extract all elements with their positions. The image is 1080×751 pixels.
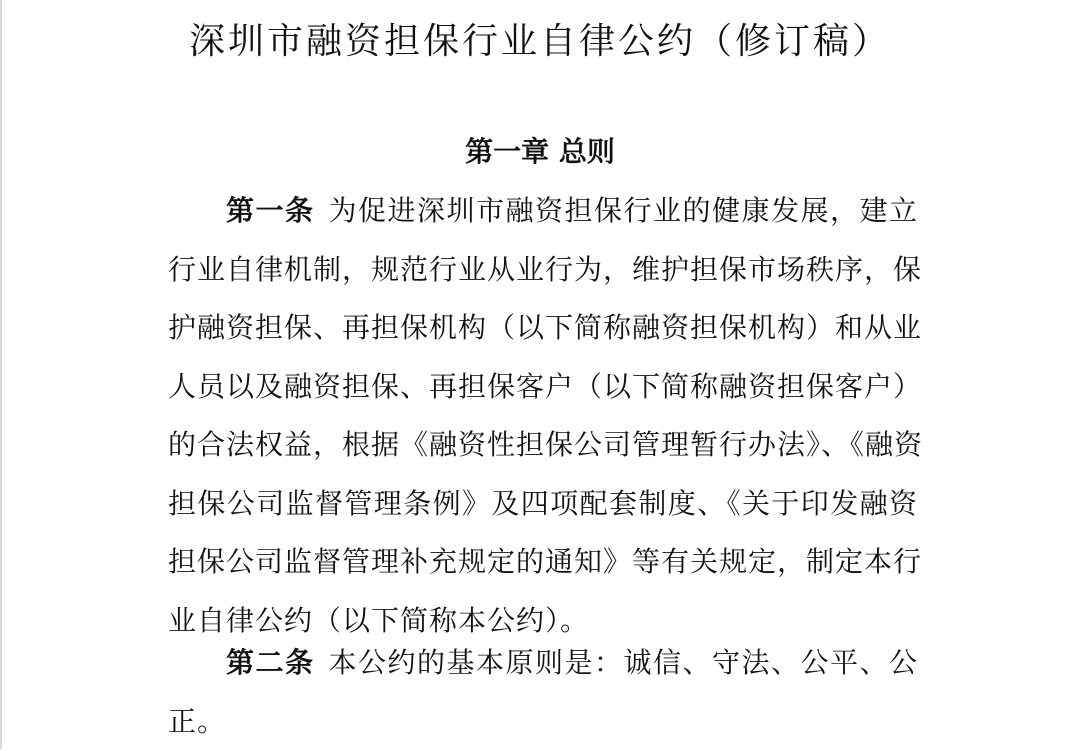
article-1-line-8: 业自律公约（以下简称本公约）。	[168, 592, 918, 651]
article-1-line-7: 担保公司监督管理补充规定的通知》等有关规定，制定本行	[168, 533, 918, 592]
article-1-line-4: 人员以及融资担保、再担保客户（以下简称融资担保客户）	[168, 358, 918, 417]
article-2-label: 第二条	[226, 646, 315, 679]
article-1-line-3: 护融资担保、再担保机构（以下简称融资担保机构）和从业	[168, 299, 918, 358]
article-2	[168, 634, 918, 751]
article-1-line-2: 行业自律机制，规范行业从业行为，维护担保市场秩序，保	[168, 241, 918, 300]
article-2-line-2: 正。	[168, 693, 918, 751]
article-1-label: 第一条	[226, 194, 315, 227]
chapter-heading: 第一章 总则	[0, 128, 1080, 176]
article-2-line-1: 第二条 本公约的基本原则是：诚信、守法、公平、公	[168, 634, 918, 693]
article-1	[168, 182, 918, 650]
article-1-line-6: 担保公司监督管理条例》及四项配套制度、《关于印发融资	[168, 475, 918, 534]
page-left-edge	[0, 0, 2, 749]
document-title: 深圳市融资担保行业自律公约（修订稿）	[0, 12, 1080, 72]
article-1-line-1: 第一条 为促进深圳市融资担保行业的健康发展，建立	[168, 182, 918, 241]
article-1-line-5: 的合法权益，根据《融资性担保公司管理暂行办法》、《融资	[168, 416, 918, 475]
